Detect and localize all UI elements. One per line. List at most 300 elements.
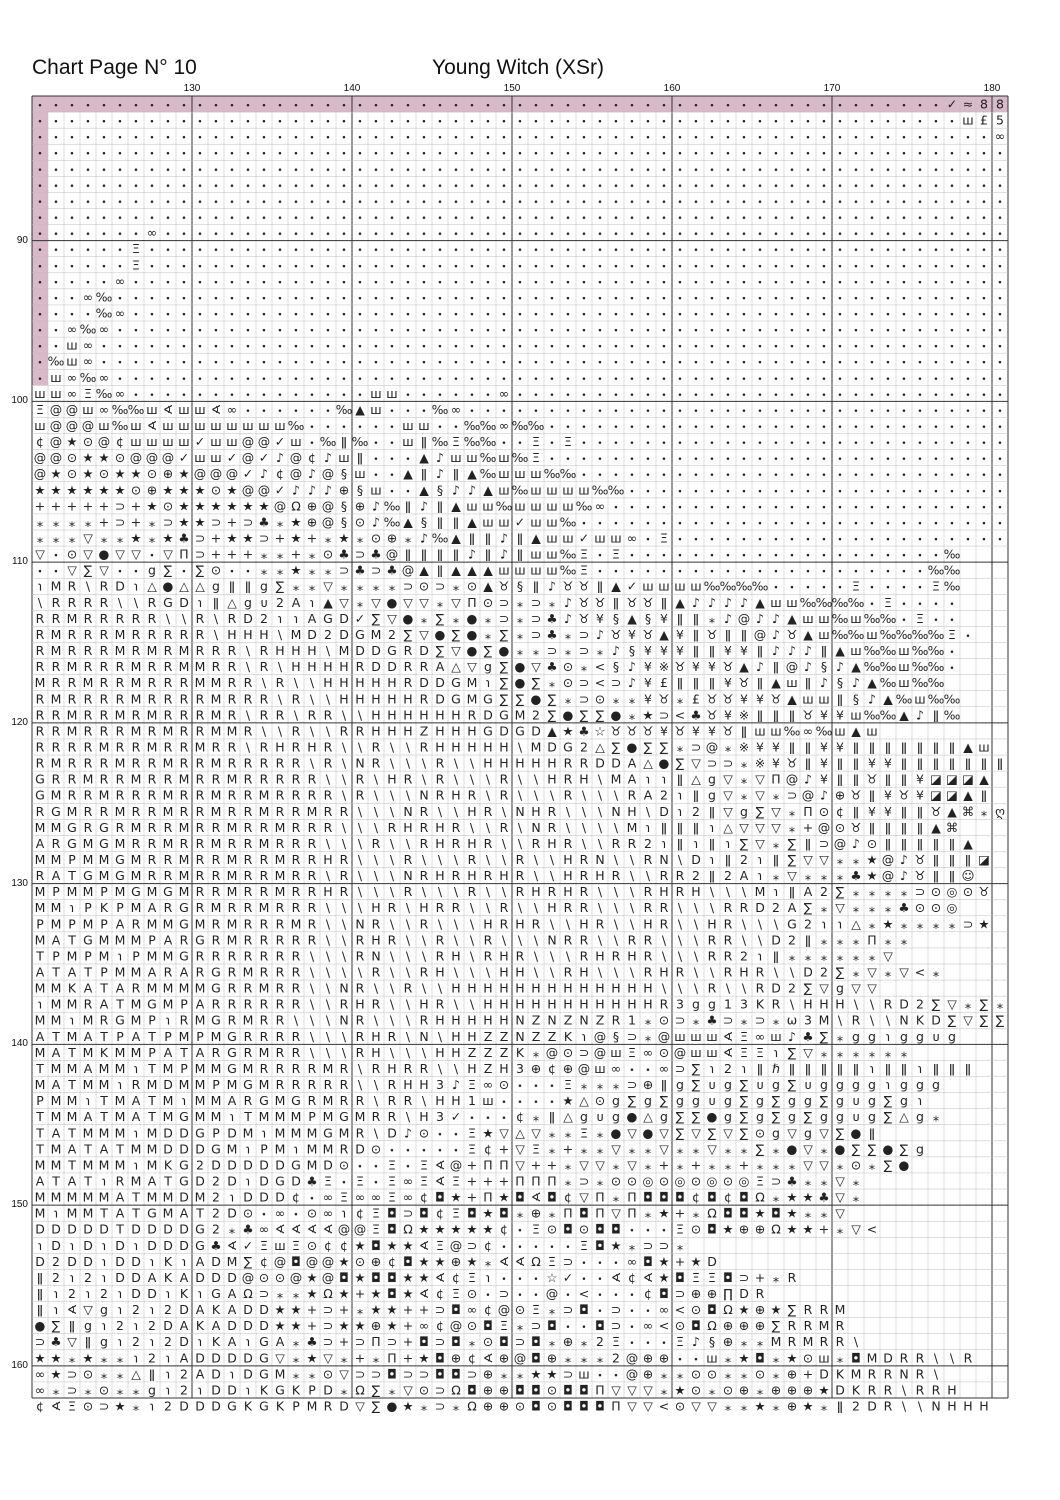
stitch-symbol: •: [357, 343, 362, 353]
stitch-symbol: ⁎: [581, 1077, 587, 1092]
stitch-symbol: +: [99, 498, 109, 513]
stitch-symbol: •: [645, 1227, 650, 1237]
stitch-symbol: •: [581, 150, 586, 160]
stitch-symbol: •: [373, 166, 378, 176]
stitch-symbol: R: [276, 772, 285, 787]
stitch-symbol: \: [406, 1045, 411, 1060]
stitch-symbol: ⁎: [853, 948, 859, 963]
stitch-symbol: •: [517, 198, 522, 208]
stitch-symbol: ●: [851, 1125, 862, 1140]
stitch-symbol: R: [148, 820, 157, 835]
stitch-symbol: ▲: [451, 563, 461, 578]
stitch-symbol: T: [147, 1109, 156, 1124]
stitch-symbol: •: [501, 407, 506, 417]
stitch-symbol: R: [180, 675, 189, 690]
stitch-symbol: •: [277, 246, 282, 256]
stitch-symbol: •: [885, 214, 890, 224]
stitch-symbol: •: [805, 439, 810, 449]
stitch-symbol: ◘: [771, 1206, 781, 1221]
stitch-symbol: •: [917, 278, 922, 288]
stitch-symbol: •: [965, 230, 970, 240]
stitch-symbol: \: [630, 868, 635, 883]
stitch-symbol: •: [549, 118, 554, 128]
stitch-symbol: •: [661, 391, 666, 401]
stitch-symbol: R: [196, 772, 205, 787]
stitch-symbol: ▲: [659, 627, 669, 642]
stitch-symbol: H: [515, 997, 524, 1012]
stitch-symbol: •: [997, 439, 1002, 449]
stitch-symbol: •: [549, 134, 554, 144]
stitch-symbol: ⊕: [499, 1399, 509, 1414]
stitch-symbol: \: [470, 997, 475, 1012]
stitch-symbol: ⁎: [741, 1141, 747, 1156]
stitch-symbol: •: [901, 343, 906, 353]
stitch-symbol: R: [420, 820, 429, 835]
stitch-symbol: ▽: [787, 1125, 797, 1140]
stitch-symbol: •: [901, 519, 906, 529]
stitch-symbol: •: [821, 278, 826, 288]
stitch-symbol: ш: [34, 386, 45, 401]
stitch-symbol: •: [229, 134, 234, 144]
stitch-symbol: ★: [610, 1238, 621, 1253]
stitch-symbol: •: [101, 359, 106, 369]
stitch-symbol: Z: [468, 1045, 477, 1060]
stitch-symbol: ★: [98, 450, 109, 465]
stitch-symbol: ◘: [739, 1206, 749, 1221]
stitch-symbol: •: [453, 182, 458, 192]
stitch-symbol: R: [292, 772, 301, 787]
stitch-symbol: H: [803, 997, 812, 1012]
stitch-symbol: ∑: [804, 900, 813, 915]
stitch-symbol: •: [693, 278, 698, 288]
stitch-symbol: •: [661, 278, 666, 288]
stitch-symbol: R: [260, 868, 269, 883]
stitch-symbol: ∢: [307, 1222, 317, 1237]
stitch-symbol: •: [165, 375, 170, 385]
stitch-symbol: •: [661, 310, 666, 320]
stitch-symbol: M: [163, 1206, 174, 1221]
stitch-symbol: H: [435, 868, 444, 883]
stitch-symbol: •: [421, 118, 426, 128]
stitch-symbol: R: [36, 723, 45, 738]
stitch-symbol: +: [131, 514, 141, 529]
stitch-symbol: ♣: [546, 627, 557, 642]
stitch-symbol: K: [212, 1302, 221, 1317]
stitch-symbol: •: [613, 198, 618, 208]
stitch-symbol: ⁎: [485, 627, 491, 642]
stitch-symbol: •: [325, 294, 330, 304]
stitch-symbol: •: [341, 423, 346, 433]
stitch-symbol: ∑: [548, 691, 557, 706]
stitch-symbol: \: [358, 852, 363, 867]
stitch-symbol: R: [68, 739, 77, 754]
stitch-symbol: •: [581, 102, 586, 112]
stitch-symbol: •: [789, 584, 794, 594]
stitch-symbol: •: [133, 568, 138, 578]
stitch-symbol: •: [565, 1243, 570, 1253]
stitch-symbol: ǁ: [853, 739, 859, 754]
stitch-symbol: Ξ: [612, 547, 620, 562]
stitch-symbol: ∑: [756, 804, 765, 819]
stitch-symbol: ♉: [850, 820, 861, 835]
stitch-symbol: •: [245, 198, 250, 208]
stitch-symbol: \: [630, 965, 635, 980]
stitch-symbol: ∑: [372, 1399, 381, 1414]
stitch-symbol: •: [485, 294, 490, 304]
stitch-symbol: ◘: [707, 1302, 717, 1317]
stitch-symbol: G: [211, 981, 221, 996]
stitch-symbol: M: [355, 1109, 366, 1124]
stitch-symbol: R: [372, 997, 381, 1012]
stitch-symbol: g: [788, 1093, 796, 1108]
stitch-symbol: ∑: [500, 691, 509, 706]
stitch-symbol: •: [245, 166, 250, 176]
stitch-symbol: •: [933, 214, 938, 224]
stitch-symbol: ♪: [708, 595, 716, 610]
stitch-symbol: •: [149, 102, 154, 112]
stitch-symbol: •: [277, 359, 282, 369]
stitch-symbol: ▽: [83, 531, 93, 546]
stitch-symbol: T: [115, 1222, 124, 1237]
stitch-symbol: •: [197, 310, 202, 320]
stitch-symbol: •: [773, 503, 778, 513]
stitch-symbol: ‰: [880, 611, 897, 626]
stitch-symbol: •: [997, 246, 1002, 256]
stitch-symbol: •: [789, 294, 794, 304]
stitch-symbol: R: [564, 772, 573, 787]
stitch-symbol: \: [406, 739, 411, 754]
stitch-symbol: •: [117, 343, 122, 353]
stitch-symbol: Ξ: [420, 1173, 428, 1188]
stitch-symbol: ◘: [579, 1302, 589, 1317]
stitch-symbol: ⁎: [613, 1077, 619, 1092]
stitch-symbol: •: [629, 166, 634, 176]
stitch-symbol: H: [403, 723, 412, 738]
stitch-symbol: M: [195, 1190, 206, 1205]
stitch-symbol: ⊃: [355, 1334, 365, 1349]
stitch-symbol: G: [147, 1206, 157, 1221]
stitch-symbol: ⊃: [787, 788, 797, 803]
stitch-symbol: •: [917, 343, 922, 353]
stitch-symbol: •: [517, 1275, 522, 1285]
stitch-symbol: ∑: [772, 1109, 781, 1124]
stitch-symbol: Π: [531, 1173, 540, 1188]
stitch-symbol: •: [917, 391, 922, 401]
stitch-symbol: •: [933, 471, 938, 481]
stitch-symbol: ⁎: [565, 1157, 571, 1172]
stitch-symbol: ш: [530, 466, 541, 481]
stitch-symbol: ⊃: [515, 1334, 525, 1349]
stitch-symbol: \: [662, 932, 667, 947]
stitch-symbol: R: [260, 820, 269, 835]
stitch-symbol: ∑: [804, 1109, 813, 1124]
stitch-symbol: M: [227, 1077, 238, 1092]
stitch-symbol: •: [645, 327, 650, 337]
stitch-symbol: g: [916, 1077, 924, 1092]
stitch-symbol: ℩: [886, 1077, 890, 1092]
stitch-symbol: @: [498, 1302, 510, 1317]
stitch-symbol: ▽: [963, 1013, 973, 1028]
stitch-symbol: ∢: [643, 1270, 653, 1285]
stitch-symbol: •: [293, 118, 298, 128]
stitch-symbol: •: [581, 118, 586, 128]
stitch-symbol: R: [388, 1077, 397, 1092]
stitch-symbol: R: [340, 852, 349, 867]
stitch-symbol: ∑: [676, 1109, 685, 1124]
stitch-symbol: R: [260, 997, 269, 1012]
stitch-symbol: •: [949, 150, 954, 160]
stitch-symbol: N: [531, 820, 540, 835]
stitch-symbol: R: [404, 675, 413, 690]
stitch-symbol: •: [645, 310, 650, 320]
stitch-symbol: •: [853, 552, 858, 562]
stitch-symbol: \: [38, 595, 43, 610]
stitch-symbol: §: [613, 1029, 619, 1044]
stitch-symbol: ⁎: [645, 1029, 651, 1044]
stitch-symbol: ш: [226, 434, 237, 449]
stitch-symbol: N: [355, 916, 364, 931]
stitch-symbol: R: [68, 788, 77, 803]
stitch-symbol: •: [373, 294, 378, 304]
stitch-symbol: M: [131, 659, 142, 674]
stitch-symbol: §: [341, 514, 347, 529]
stitch-symbol: R: [836, 1334, 845, 1349]
stitch-symbol: •: [309, 118, 314, 128]
stitch-symbol: ⊙: [83, 434, 93, 449]
stitch-symbol: ▽: [467, 659, 477, 674]
stitch-symbol: \: [694, 900, 699, 915]
stitch-symbol: •: [789, 310, 794, 320]
stitch-symbol: ⊃: [531, 627, 541, 642]
stitch-symbol: •: [533, 118, 538, 128]
stitch-symbol: ⁎: [869, 916, 875, 931]
stitch-symbol: H: [547, 900, 556, 915]
stitch-symbol: M: [211, 1109, 222, 1124]
stitch-symbol: @: [626, 1366, 638, 1381]
stitch-symbol: A: [740, 868, 749, 883]
stitch-symbol: •: [869, 584, 874, 594]
stitch-symbol: ¥: [644, 659, 652, 674]
stitch-symbol: •: [421, 134, 426, 144]
stitch-symbol: •: [277, 182, 282, 192]
stitch-symbol: ღ: [995, 804, 1005, 819]
stitch-symbol: ⁎: [933, 916, 939, 931]
stitch-symbol: ш: [498, 466, 509, 481]
stitch-symbol: G: [243, 1077, 253, 1092]
stitch-symbol: •: [645, 455, 650, 465]
stitch-symbol: ¥: [868, 804, 876, 819]
stitch-symbol: N: [547, 932, 556, 947]
stitch-symbol: ¥: [820, 707, 828, 722]
stitch-symbol: •: [197, 230, 202, 240]
stitch-symbol: \: [550, 868, 555, 883]
stitch-symbol: •: [789, 134, 794, 144]
stitch-symbol: •: [885, 423, 890, 433]
stitch-symbol: ⁎: [757, 1157, 763, 1172]
stitch-symbol: •: [837, 439, 842, 449]
stitch-symbol: ∑: [772, 1093, 781, 1108]
stitch-symbol: ★: [50, 1366, 61, 1381]
stitch-symbol: •: [437, 150, 442, 160]
stitch-symbol: Ξ: [132, 257, 140, 272]
stitch-symbol: R: [212, 820, 221, 835]
stitch-symbol: •: [293, 166, 298, 176]
stitch-symbol: R: [84, 739, 93, 754]
stitch-symbol: •: [213, 214, 218, 224]
stitch-symbol: ▽: [99, 563, 109, 578]
stitch-symbol: ℩: [70, 1013, 74, 1028]
stitch-symbol: •: [469, 102, 474, 112]
stitch-symbol: •: [37, 343, 42, 353]
stitch-symbol: ш: [562, 482, 573, 497]
stitch-symbol: ¢: [36, 434, 44, 449]
stitch-symbol: @: [754, 627, 766, 642]
stitch-symbol: R: [580, 884, 589, 899]
stitch-symbol: ♉: [674, 723, 685, 738]
stitch-symbol: •: [565, 310, 570, 320]
stitch-symbol: ⊙: [755, 1366, 765, 1381]
stitch-symbol: •: [501, 182, 506, 192]
stitch-symbol: •: [181, 375, 186, 385]
stitch-symbol: •: [821, 568, 826, 578]
stitch-symbol: •: [709, 536, 714, 546]
stitch-symbol: A: [228, 1286, 237, 1301]
stitch-symbol: M: [243, 1013, 254, 1028]
stitch-symbol: ⊙: [259, 1270, 269, 1285]
stitch-symbol: •: [613, 134, 618, 144]
stitch-symbol: Z: [484, 1029, 493, 1044]
stitch-symbol: g: [148, 563, 156, 578]
stitch-symbol: ‰: [496, 498, 513, 513]
stitch-symbol: \: [246, 739, 251, 754]
stitch-symbol: •: [709, 359, 714, 369]
stitch-symbol: •: [245, 327, 250, 337]
stitch-symbol: ⁎: [101, 1350, 107, 1365]
stitch-symbol: •: [949, 391, 954, 401]
stitch-symbol: ǁ: [613, 595, 619, 610]
stitch-symbol: •: [869, 230, 874, 240]
stitch-symbol: •: [917, 246, 922, 256]
stitch-symbol: •: [677, 294, 682, 304]
stitch-symbol: N: [899, 1013, 908, 1028]
stitch-symbol: D: [323, 1382, 333, 1397]
stitch-symbol: g: [484, 659, 492, 674]
stitch-symbol: •: [613, 294, 618, 304]
stitch-symbol: G: [323, 1125, 333, 1140]
stitch-symbol: •: [549, 407, 554, 417]
stitch-symbol: H: [515, 916, 524, 931]
stitch-symbol: •: [917, 230, 922, 240]
stitch-symbol: ‰: [480, 466, 497, 481]
stitch-symbol: •: [949, 343, 954, 353]
stitch-symbol: \: [326, 916, 331, 931]
stitch-symbol: •: [501, 118, 506, 128]
stitch-symbol: •: [69, 278, 74, 288]
stitch-symbol: •: [661, 439, 666, 449]
stitch-symbol: •: [261, 102, 266, 112]
stitch-symbol: •: [965, 214, 970, 224]
stitch-symbol: K: [100, 900, 109, 915]
stitch-symbol: •: [373, 343, 378, 353]
stitch-symbol: R: [276, 1029, 285, 1044]
stitch-symbol: •: [85, 246, 90, 256]
stitch-symbol: ǁ: [981, 756, 987, 771]
stitch-symbol: ⊃: [499, 1286, 509, 1301]
stitch-symbol: H: [563, 997, 572, 1012]
stitch-symbol: •: [501, 166, 506, 176]
stitch-symbol: +: [563, 1141, 573, 1156]
stitch-symbol: 2: [532, 707, 540, 722]
stitch-symbol: ⊙: [211, 563, 221, 578]
stitch-symbol: R: [356, 788, 365, 803]
stitch-symbol: M: [819, 1013, 830, 1028]
stitch-symbol: •: [245, 343, 250, 353]
stitch-symbol: M: [131, 772, 142, 787]
stitch-symbol: •: [693, 198, 698, 208]
stitch-symbol: ▽: [579, 1157, 589, 1172]
stitch-symbol: •: [597, 262, 602, 272]
stitch-symbol: •: [245, 359, 250, 369]
stitch-symbol: ℩: [134, 1318, 138, 1333]
stitch-symbol: •: [805, 278, 810, 288]
stitch-symbol: •: [997, 536, 1002, 546]
stitch-symbol: ǁ: [949, 739, 955, 754]
stitch-symbol: ш: [706, 1045, 717, 1060]
stitch-symbol: •: [341, 310, 346, 320]
stitch-symbol: •: [613, 102, 618, 112]
stitch-symbol: g: [708, 772, 716, 787]
stitch-symbol: ∑: [900, 1141, 909, 1156]
stitch-symbol: R: [260, 659, 269, 674]
stitch-symbol: M: [115, 707, 126, 722]
stitch-symbol: D: [179, 1190, 189, 1205]
stitch-symbol: ⁎: [581, 1141, 587, 1156]
stitch-symbol: T: [35, 1109, 44, 1124]
stitch-symbol: ⊙: [627, 1173, 637, 1188]
stitch-symbol: ▲: [483, 563, 493, 578]
stitch-symbol: @: [258, 482, 270, 497]
stitch-symbol: ⊕: [563, 1061, 573, 1076]
stitch-symbol: •: [325, 246, 330, 256]
stitch-symbol: M: [131, 1173, 142, 1188]
stitch-symbol: R: [164, 852, 173, 867]
stitch-symbol: Ξ: [580, 563, 588, 578]
stitch-symbol: ш: [34, 418, 45, 433]
stitch-symbol: •: [773, 584, 778, 594]
stitch-symbol: H: [499, 756, 508, 771]
stitch-symbol: ▽: [35, 547, 45, 562]
stitch-symbol: M: [323, 1109, 334, 1124]
stitch-symbol: ⊙: [419, 1382, 429, 1397]
stitch-symbol: R: [580, 948, 589, 963]
stitch-symbol: •: [901, 359, 906, 369]
stitch-symbol: R: [724, 916, 733, 931]
stitch-symbol: g: [212, 579, 220, 594]
stitch-symbol: •: [773, 294, 778, 304]
stitch-symbol: •: [597, 230, 602, 240]
stitch-symbol: •: [149, 391, 154, 401]
stitch-symbol: K: [164, 1157, 173, 1172]
stitch-symbol: R: [260, 1013, 269, 1028]
stitch-symbol: •: [709, 118, 714, 128]
stitch-symbol: ⁎: [933, 1109, 939, 1124]
stitch-symbol: •: [325, 327, 330, 337]
stitch-symbol: ‰: [608, 482, 625, 497]
stitch-symbol: ∑: [452, 627, 461, 642]
stitch-symbol: •: [661, 455, 666, 465]
stitch-symbol: •: [965, 327, 970, 337]
stitch-symbol: \: [598, 900, 603, 915]
